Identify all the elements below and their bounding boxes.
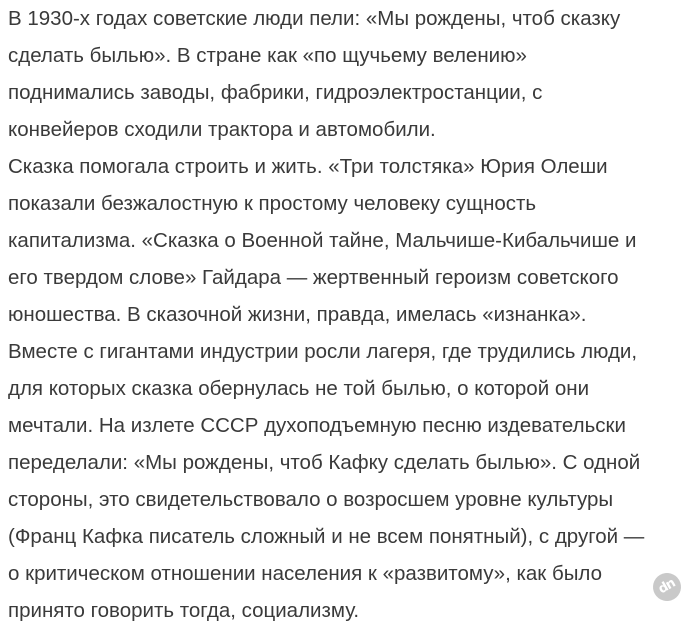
text-line: Сказка помогала строить и жить. «Три толстяка» Юрия Олеши bbox=[8, 155, 608, 178]
article-body bbox=[8, 0, 696, 629]
text-line: мечтали. На излете СССР духоподъемную песню издевательски bbox=[8, 414, 626, 437]
text-line: его твердом слове» Гайдара — жертвенный героизм советского bbox=[8, 266, 619, 289]
text-line: сделать былью». В стране как «по щучьему велению» bbox=[8, 44, 527, 67]
text-line: поднимались заводы, фабрики, гидроэлектростанции, с bbox=[8, 81, 543, 104]
text-line: конвейеров сходили трактора и автомобили. bbox=[8, 118, 436, 141]
text-line: (Франц Кафка писатель сложный и не всем понятный), с другой — bbox=[8, 525, 645, 548]
text-line: о критическом отношении населения к «развитому», как было bbox=[8, 562, 603, 585]
text-line: капитализма. «Сказка о Военной тайне, Мальчише-Кибальчише и bbox=[8, 229, 637, 252]
text-line: В 1930-х годах советские люди пели: «Мы рождены, чтоб сказку bbox=[8, 7, 621, 30]
text-line: для которых сказка обернулась не той былью, о которой они bbox=[8, 377, 590, 400]
text-line: показали безжалостную к простому человеку сущность bbox=[8, 192, 537, 215]
text-line: стороны, это свидетельствовало о возросшем уровне культуры bbox=[8, 488, 614, 511]
text-line: принято говорить тогда, социализму. bbox=[8, 599, 360, 622]
watermark-logo: dn bbox=[648, 568, 686, 606]
text-line: юношества. В сказочной жизни, правда, имелась «изнанка». bbox=[8, 303, 587, 326]
text-line: переделали: «Мы рождены, чтоб Кафку сделать былью». С одной bbox=[8, 451, 641, 474]
text-line: Вместе с гигантами индустрии росли лагеря, где трудились люди, bbox=[8, 340, 638, 363]
